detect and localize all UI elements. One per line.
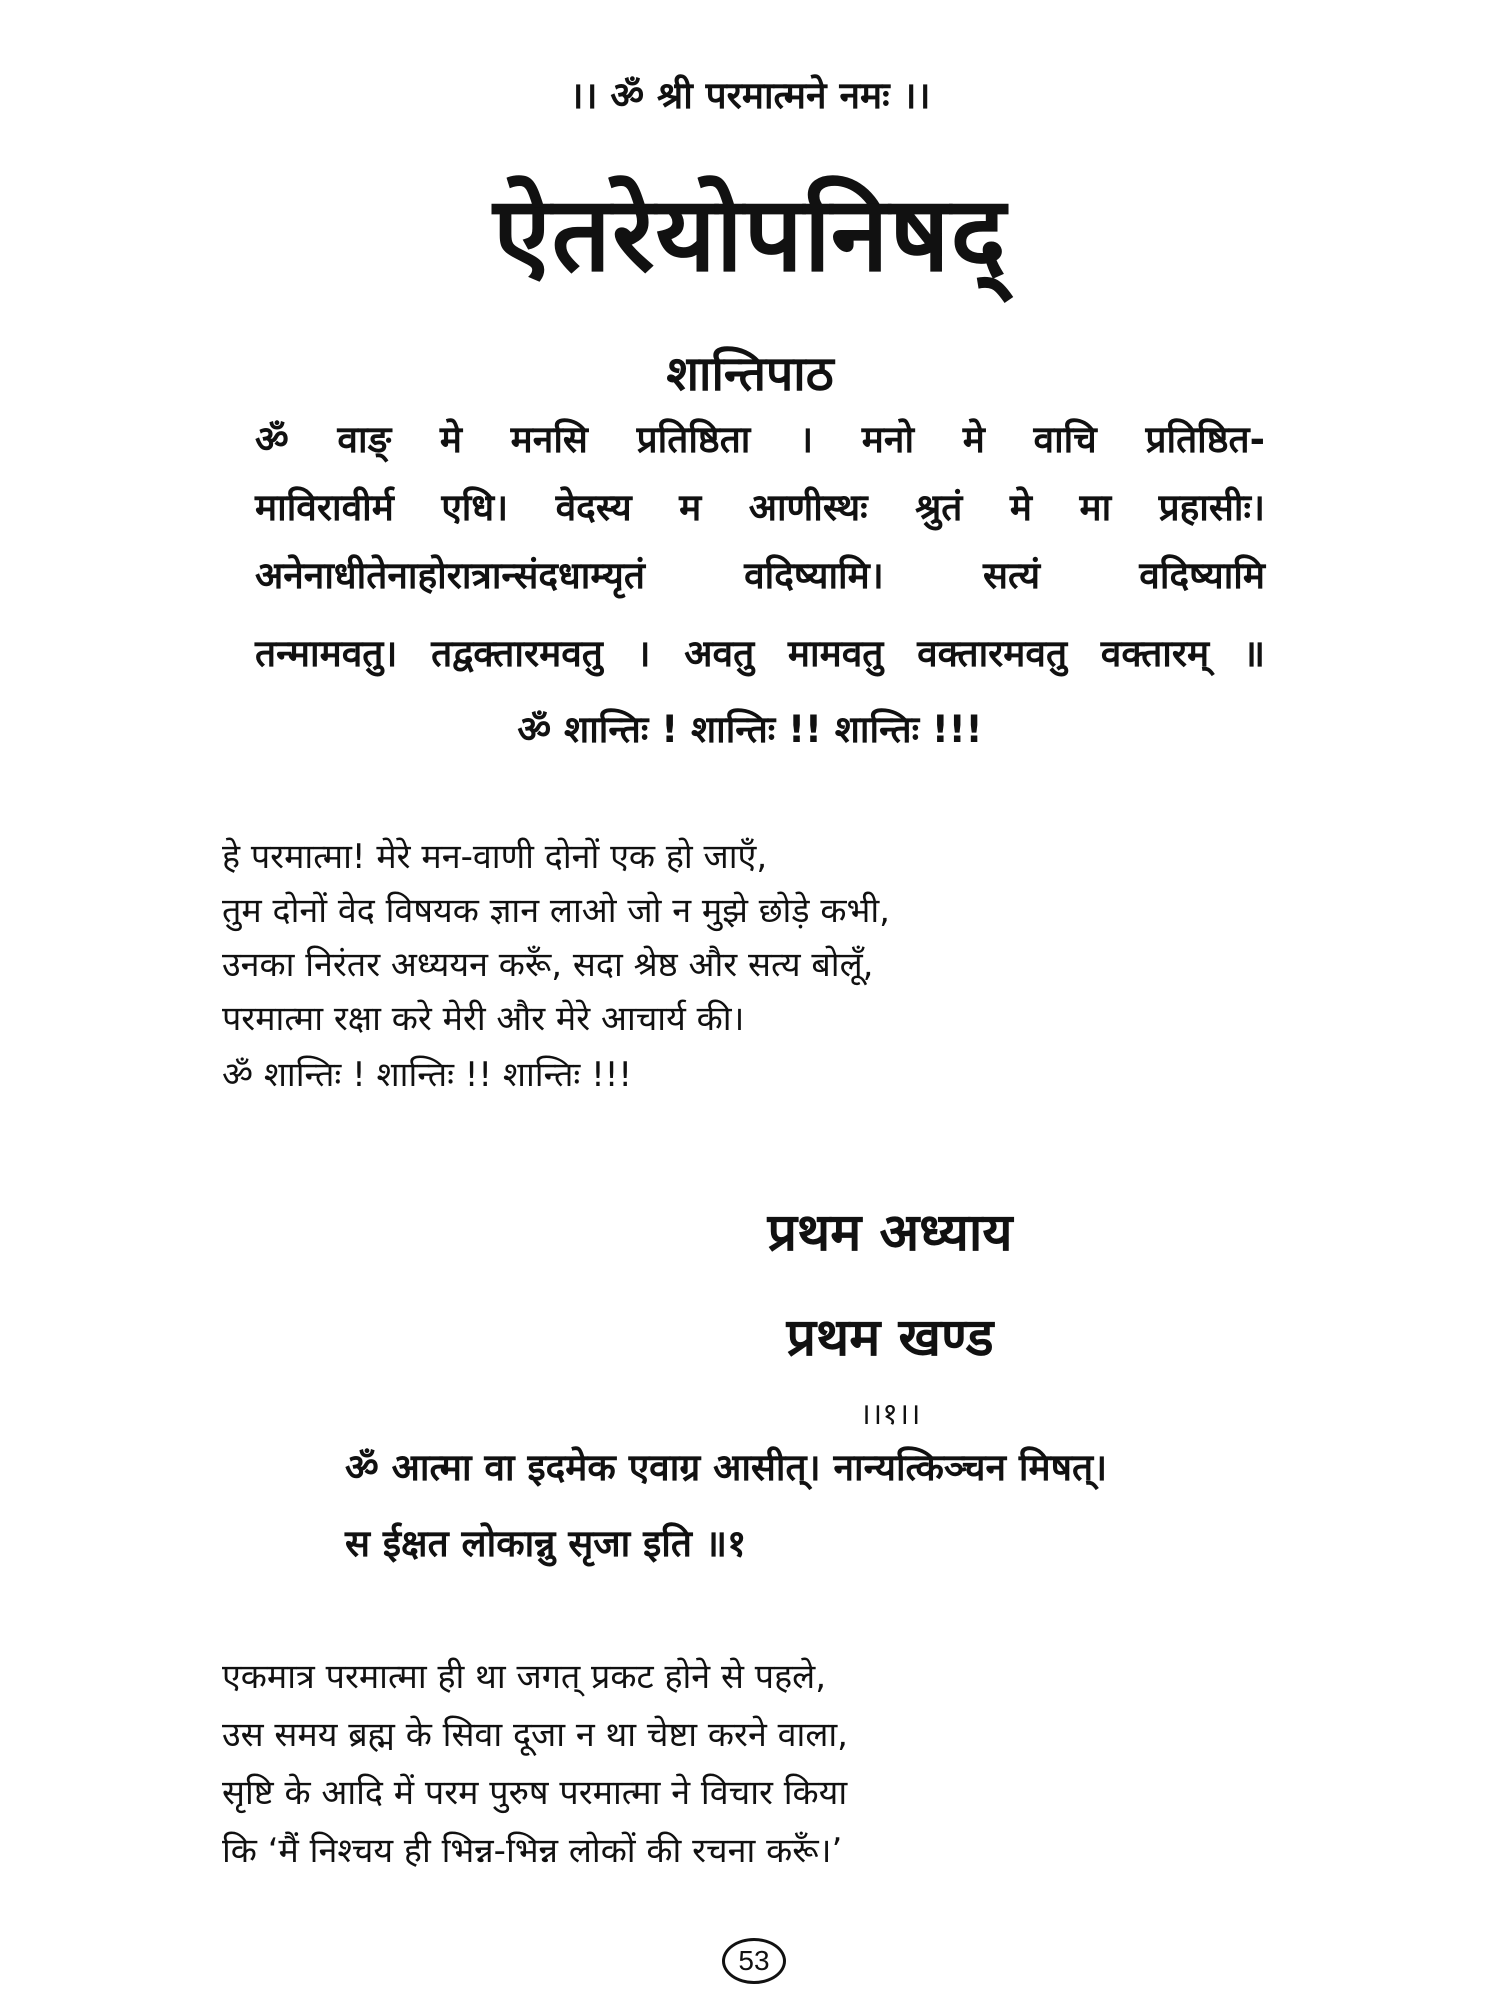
translation-line: ॐ शान्तिः ! शान्तिः !! शान्तिः !!! [222, 1055, 632, 1095]
chapter-heading: प्रथम अध्याय [767, 1203, 1013, 1263]
shantipath-heading: शान्तिपाठ [666, 346, 834, 402]
translation-line: हे परमात्मा! मेरे मन-वाणी दोनों एक हो जाएँ, [222, 837, 768, 877]
mantra-line: स ईक्षत लोकान्नु सृजा इति ॥१ [345, 1522, 747, 1565]
page-number: 53 [722, 1938, 786, 1984]
translation-line: तुम दोनों वेद विषयक ज्ञान लाओ जो न मुझे छोड़े कभी, [222, 891, 890, 931]
translation-line: एकमात्र परमात्मा ही था जगत् प्रकट होने से पहले, [222, 1657, 827, 1697]
translation-line: उनका निरंतर अध्ययन करूँ, सदा श्रेष्ठ और सत्य बोलूँ, [222, 945, 874, 985]
section-heading: प्रथम खण्ड [786, 1308, 994, 1368]
invocation-line: ।। ॐ श्री परमात्मने नमः ।। [569, 74, 931, 117]
page-title: ऐतरेयोपनिषद् [493, 173, 1007, 295]
shantipath-verse-line: माविरावीर्म एधि। वेदस्य म आणीस्थः श्रुतं मे मा प्रहासीः। [255, 486, 1265, 529]
shantipath-verse-line: तन्मामवतु। तद्वक्तारमवतु । अवतु मामवतु वक्तारमवतु वक्तारम् ॥ [255, 632, 1265, 675]
mantra-line: ॐ आत्मा वा इदमेक एवाग्र आसीत्। नान्यत्किञ्चन मिषत्। [345, 1446, 1108, 1489]
shantipath-verse-line: ॐ वाङ् मे मनसि प्रतिष्ठिता । मनो मे वाचि प्रतिष्ठित- [255, 418, 1265, 461]
mantra-number: ।।१।। [859, 1397, 921, 1432]
translation-line: सृष्टि के आदि में परम पुरुष परमात्मा ने विचार किया [222, 1773, 848, 1813]
shantipath-closing: ॐ शान्तिः ! शान्तिः !! शान्तिः !!! [517, 708, 983, 751]
shantipath-verse-line: अनेनाधीतेनाहोरात्रान्संदधाम्यृतं वदिष्यामि। सत्यं वदिष्यामि [255, 554, 1265, 597]
translation-line: उस समय ब्रह्म के सिवा दूजा न था चेष्टा करने वाला, [222, 1715, 848, 1755]
translation-line: कि ‘मैं निश्चय ही भिन्न-भिन्न लोकों की रचना करूँ।’ [222, 1831, 843, 1871]
translation-line: परमात्मा रक्षा करे मेरी और मेरे आचार्य की। [222, 999, 745, 1039]
